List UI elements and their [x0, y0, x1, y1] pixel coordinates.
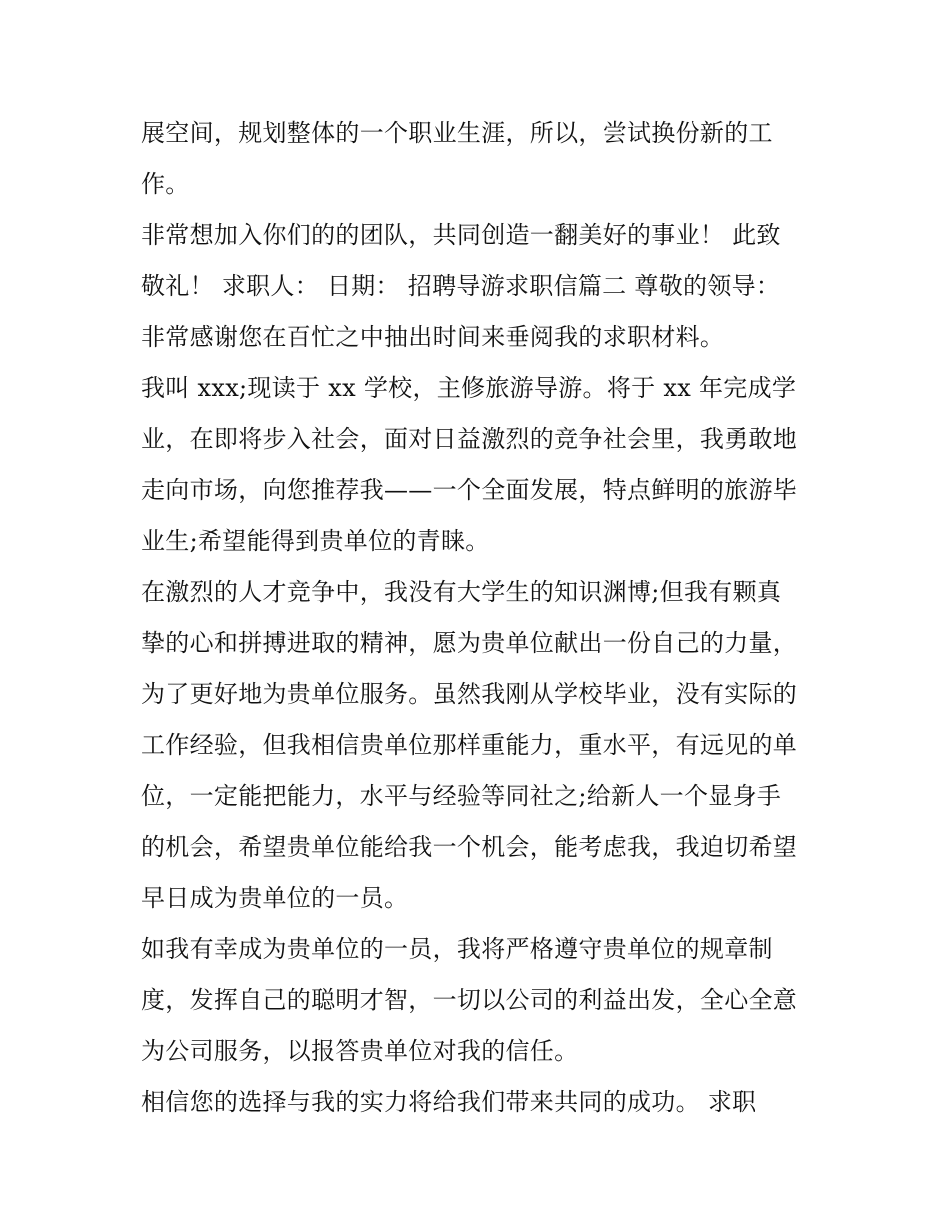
text-line: 度，发挥自己的聪明才智，一切以公司的利益出发，全心全意 [141, 986, 798, 1014]
text-line: 非常想加入你们的的团队，共同创造一翻美好的事业！ 此致 [141, 221, 781, 249]
body-text [141, 108, 831, 1128]
text-line: 为公司服务，以报答贵单位对我的信任。 [141, 1037, 579, 1065]
text-line: 走向市场，向您推荐我——一个全面发展，特点鲜明的旅游毕 [141, 476, 798, 504]
text-line: 位，一定能把能力，水平与经验等同社之;给新人一个显身手 [141, 782, 782, 810]
text-line: 展空间，规划整体的一个职业生涯，所以，尝试换份新的工 [141, 119, 773, 147]
text-line: 我叫 xxx;现读于 xx 学校，主修旅游导游。将于 xx 年完成学 [141, 374, 797, 402]
text-line: 敬礼！ 求职人： 日期： 招聘导游求职信篇二 尊敬的领导： [141, 272, 781, 300]
text-line: 的机会，希望贵单位能给我一个机会，能考虑我，我迫切希望 [141, 833, 798, 861]
text-line: 相信您的选择与我的实力将给我们带来共同的成功。 求职 [141, 1088, 757, 1116]
text-line: 业，在即将步入社会，面对日益激烈的竞争社会里，我勇敢地 [141, 425, 798, 453]
text-line: 在激烈的人才竞争中，我没有大学生的知识渊博;但我有颗真 [141, 578, 782, 606]
text-line: 如我有幸成为贵单位的一员，我将严格遵守贵单位的规章制 [141, 935, 773, 963]
text-line: 为了更好地为贵单位服务。虽然我刚从学校毕业，没有实际的 [141, 680, 798, 708]
text-line: 工作经验，但我相信贵单位那样重能力，重水平，有远见的单 [141, 731, 798, 759]
text-line: 非常感谢您在百忙之中抽出时间来垂阅我的求职材料。 [141, 323, 725, 351]
text-line: 早日成为贵单位的一员。 [141, 884, 409, 912]
text-line: 作。 [141, 170, 190, 198]
text-line: 挚的心和拼搏进取的精神，愿为贵单位献出一份自己的力量， [141, 629, 798, 657]
text-line: 业生;希望能得到贵单位的青睐。 [141, 527, 490, 555]
